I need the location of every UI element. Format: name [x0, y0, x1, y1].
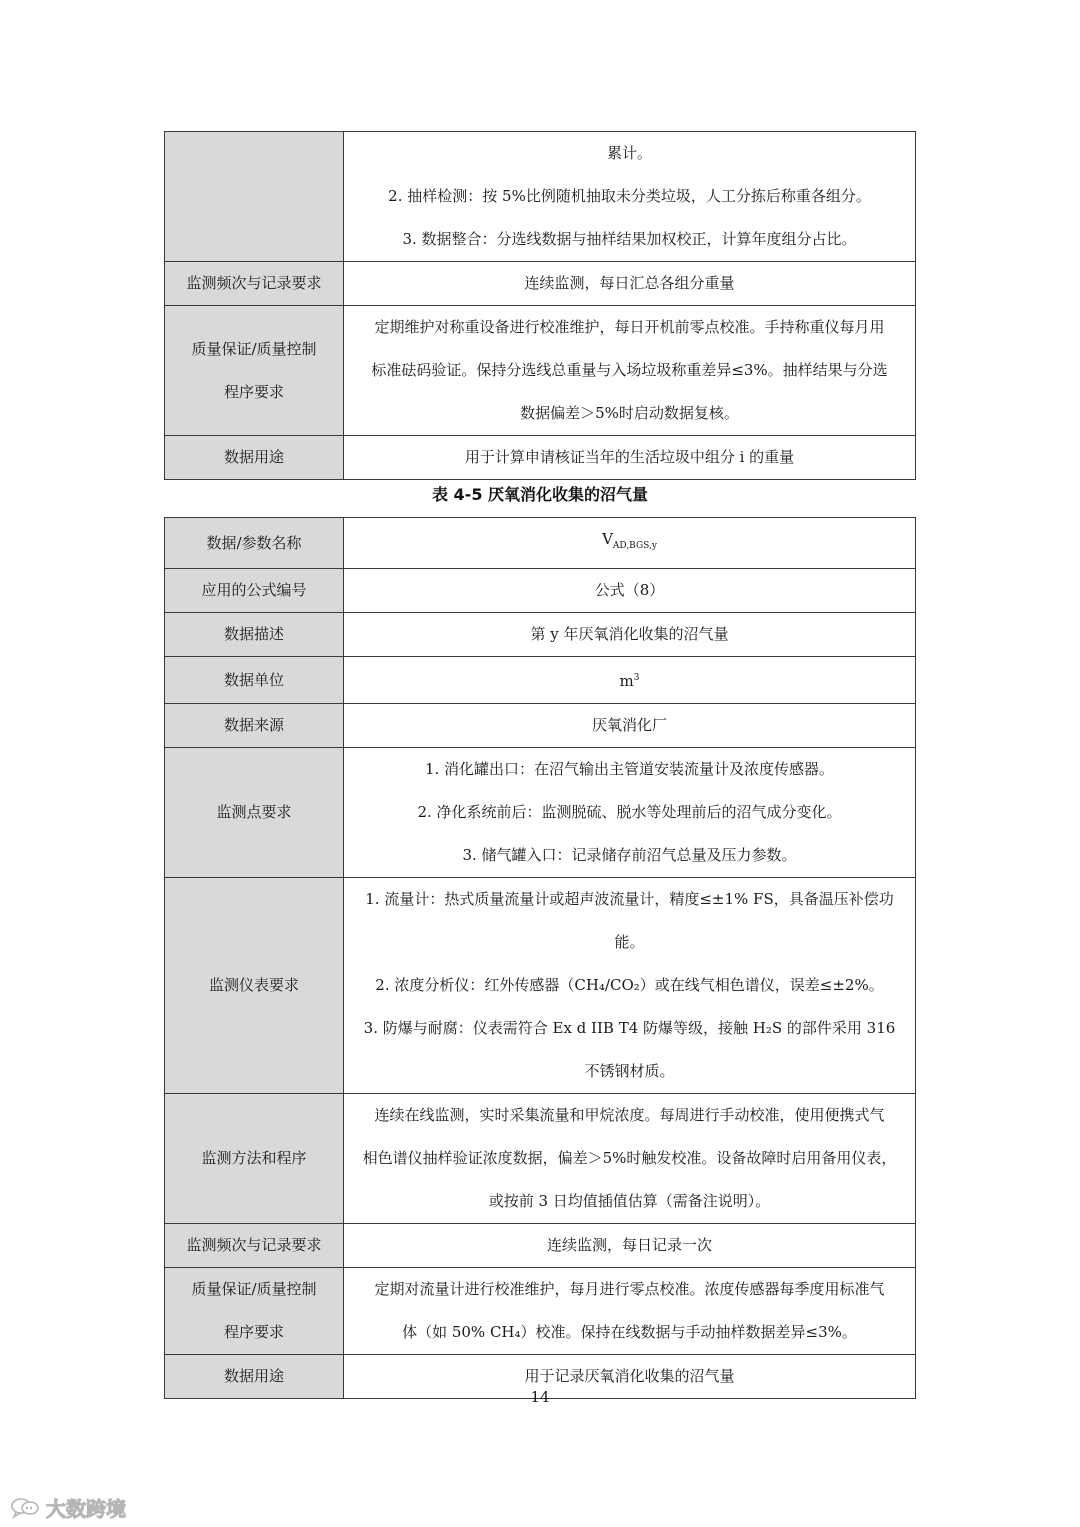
- text-line: 定期对流量计进行校准维护，每月进行零点校准。浓度传感器每季度用标准气: [374, 1280, 885, 1298]
- label-line: 质量保证/质量控制: [191, 339, 317, 358]
- row-label: 监测仪表要求: [165, 878, 344, 1094]
- text-line: 数据偏差＞5%时启动数据复核。: [520, 404, 739, 422]
- text-line: 标准砝码验证。保持分选线总重量与入场垃圾称重差异≤3%。抽样结果与分选: [371, 361, 888, 379]
- text-line: 2. 抽样检测：按 5%比例随机抽取未分类垃圾，人工分拣后称重各组分。: [388, 187, 871, 205]
- row-label: 数据/参数名称: [165, 518, 344, 569]
- watermark-text: 大数跨境: [46, 1497, 126, 1521]
- row-value: [344, 306, 916, 436]
- text-line: 3. 数据整合：分选线数据与抽样结果加权校正，计算年度组分占比。: [402, 230, 857, 248]
- text-line: 2. 净化系统前后：监测脱硫、脱水等处理前后的沼气成分变化。: [417, 803, 842, 821]
- row-value-parameter: [344, 518, 916, 569]
- row-value: 连续监测，每日汇总各组分重量: [344, 262, 916, 306]
- row-value: 公式（8）: [344, 569, 916, 613]
- text-line: 1. 消化罐出口：在沼气输出主管道安装流量计及浓度传感器。: [424, 760, 835, 778]
- row-label: 数据来源: [165, 704, 344, 748]
- page-number: 14: [530, 1388, 550, 1406]
- unit-exponent: 3: [633, 673, 640, 683]
- row-value: 厌氧消化厂: [344, 704, 916, 748]
- chat-bubbles-logo-icon: [10, 1496, 40, 1520]
- monitoring-table-continued: [164, 131, 916, 480]
- row-value-unit: [344, 657, 916, 704]
- text-line: 1. 流量计：热式质量流量计或超声波流量计，精度≤±1% FS，具备温压补偿功: [365, 890, 894, 908]
- row-label: 监测频次与记录要求: [165, 1224, 344, 1268]
- text-line: 2. 浓度分析仪：红外传感器（CH₄/CO₂）或在线气相色谱仪，误差≤±2%。: [375, 976, 884, 994]
- table-row: [165, 613, 916, 657]
- label-line: 程序要求: [223, 1323, 284, 1341]
- row-value-method: [344, 132, 916, 262]
- table-row: [165, 518, 916, 569]
- text-line: 累计。: [606, 144, 652, 162]
- table-row: [165, 436, 916, 480]
- label-line: 程序要求: [223, 382, 284, 401]
- table-row: [165, 132, 916, 262]
- row-label: 数据用途: [165, 1355, 344, 1399]
- unit-base: m: [619, 672, 634, 690]
- table-row: [165, 569, 916, 613]
- row-label-empty: [165, 132, 344, 262]
- row-label: 数据单位: [165, 657, 344, 704]
- label-line: 质量保证/质量控制: [191, 1280, 317, 1298]
- table-row: [165, 1094, 916, 1224]
- row-value: [344, 1094, 916, 1224]
- row-label: [165, 306, 344, 436]
- row-value: 用于计算申请核证当年的生活垃圾中组分 i 的重量: [344, 436, 916, 480]
- row-label: 应用的公式编号: [165, 569, 344, 613]
- row-label: 数据用途: [165, 436, 344, 480]
- row-label: [165, 1268, 344, 1355]
- table-row: [165, 262, 916, 306]
- row-label: 监测方法和程序: [165, 1094, 344, 1224]
- param-symbol: V: [602, 530, 613, 548]
- text-line: 3. 储气罐入口：记录储存前沼气总量及压力参数。: [462, 846, 797, 864]
- row-label: 监测点要求: [165, 748, 344, 878]
- row-value: 用于记录厌氧消化收集的沼气量: [344, 1355, 916, 1399]
- text-line: 3. 防爆与耐腐：仪表需符合 Ex d IIB T4 防爆等级，接触 H₂S 的部件采用 316: [363, 1019, 896, 1037]
- watermark: [10, 1493, 126, 1522]
- row-label: 数据描述: [165, 613, 344, 657]
- table-row: [165, 1224, 916, 1268]
- row-value: [344, 878, 916, 1094]
- biogas-table: [164, 517, 916, 1399]
- row-value: [344, 748, 916, 878]
- table-row: [165, 306, 916, 436]
- text-line: 定期维护对称重设备进行校准维护，每日开机前零点校准。手持称重仪每月用: [374, 318, 885, 336]
- row-value: 第 y 年厌氧消化收集的沼气量: [344, 613, 916, 657]
- table-row: [165, 748, 916, 878]
- table-caption: 表 4-5 厌氧消化收集的沼气量: [431, 485, 649, 504]
- row-label: 监测频次与记录要求: [165, 262, 344, 306]
- row-value: [344, 1268, 916, 1355]
- text-line: 不锈钢材质。: [584, 1062, 675, 1080]
- text-line: 连续在线监测，实时采集流量和甲烷浓度。每周进行手动校准，使用便携式气: [374, 1106, 885, 1124]
- table-row: [165, 1268, 916, 1355]
- text-line: 或按前 3 日均值插值估算（需备注说明）。: [488, 1192, 771, 1210]
- param-subscript: AD,BGS,y: [612, 541, 657, 551]
- table-row: [165, 878, 916, 1094]
- text-line: 体（如 50% CH₄）校准。保持在线数据与手动抽样数据差异≤3%。: [402, 1323, 857, 1341]
- table-row: [165, 657, 916, 704]
- row-value: 连续监测，每日记录一次: [344, 1224, 916, 1268]
- text-line: 能。: [614, 933, 645, 951]
- table-row: [165, 704, 916, 748]
- text-line: 相色谱仪抽样验证浓度数据，偏差＞5%时触发校准。设备故障时启用备用仪表，: [362, 1149, 897, 1167]
